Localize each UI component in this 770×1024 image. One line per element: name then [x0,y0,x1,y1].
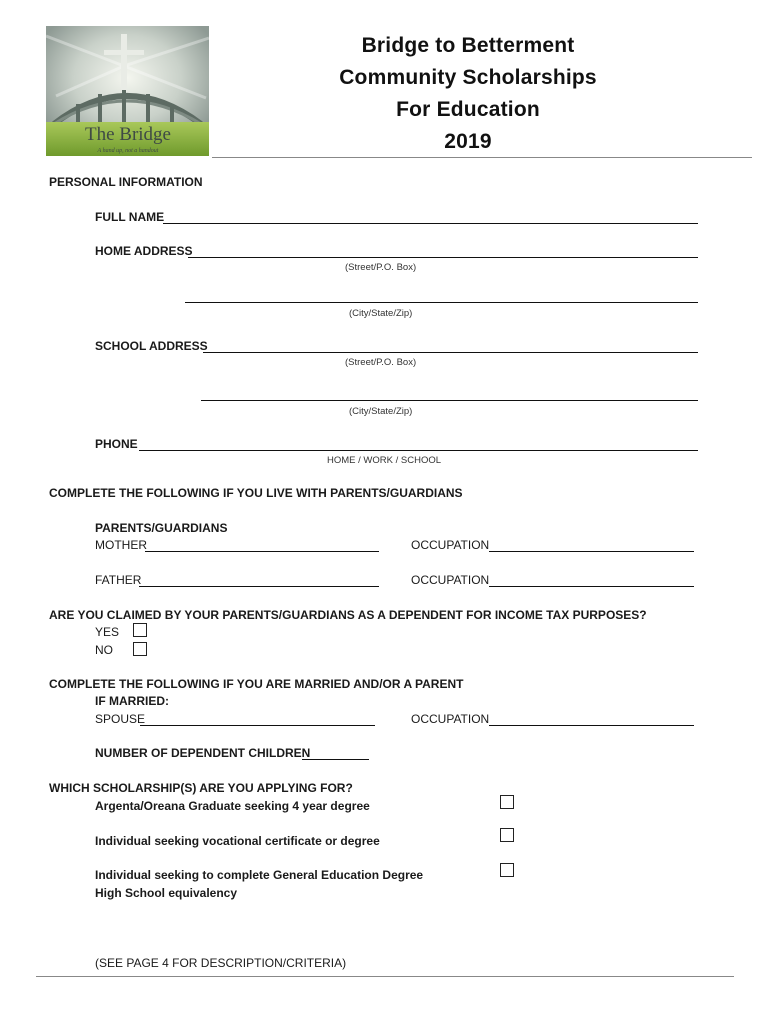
children-label: NUMBER OF DEPENDENT CHILDREN [95,746,311,760]
bridge-logo-image [46,26,209,156]
married-subheading: IF MARRIED: [95,694,169,708]
spouse-occupation-field[interactable] [489,725,694,726]
title-line-1: Bridge to Betterment [361,34,575,57]
header-rule [212,157,752,158]
home-street-hint: (Street/P.O. Box) [345,262,417,273]
phone-field[interactable] [139,450,698,451]
school-city-hint: (City/State/Zip) [349,406,413,417]
yes-label: YES [95,625,120,639]
bridge-logo [46,26,209,156]
father-occupation-field[interactable] [489,586,694,587]
phone-label: PHONE [95,437,138,451]
no-checkbox[interactable] [133,642,147,656]
school-street-hint: (Street/P.O. Box) [345,357,417,368]
phone-hint: HOME / WORK / SCHOOL [327,455,442,466]
school-address-street-field[interactable] [203,352,698,353]
title-line-3: For Education [396,98,540,121]
scholarship-option-1: Argenta/Oreana Graduate seeking 4 year degree [95,799,370,813]
footer-rule [36,976,734,977]
home-address-city-field[interactable] [185,302,698,303]
home-city-hint: (City/State/Zip) [349,308,413,319]
spouse-label: SPOUSE [95,712,146,726]
scholarship-option-3: Individual seeking to complete General Education Degree [95,868,424,882]
married-heading: COMPLETE THE FOLLOWING IF YOU ARE MARRIED AND/OR A PARENT [49,677,464,691]
father-occupation-label: OCCUPATION [411,573,490,587]
father-field[interactable] [139,586,379,587]
father-label: FATHER [95,573,142,587]
mother-occupation-field[interactable] [489,551,694,552]
mother-field[interactable] [145,551,379,552]
scholarship-option-3-line-2: High School equivalency [95,886,238,900]
scholarship-option-3-checkbox[interactable] [500,863,514,877]
home-address-label: HOME ADDRESS [95,244,193,258]
personal-heading: PERSONAL INFORMATION [49,175,203,189]
mother-label: MOTHER [95,538,147,552]
yes-checkbox[interactable] [133,623,147,637]
title-line-2: Community Scholarships [339,66,597,89]
logo-text: The Bridge [84,124,172,145]
school-address-city-field[interactable] [201,400,698,401]
scholarship-option-2: Individual seeking vocational certificate or degree [95,834,380,848]
dependent-question: ARE YOU CLAIMED BY YOUR PARENTS/GUARDIANS AS A DEPENDENT FOR INCOME TAX PURPOSES? [49,608,647,622]
no-label: NO [95,643,113,657]
spouse-field[interactable] [140,725,375,726]
mother-occupation-label: OCCUPATION [411,538,490,552]
title-line-4: 2019 [444,130,492,153]
school-address-label: SCHOOL ADDRESS [95,339,208,353]
scholarship-heading: WHICH SCHOLARSHIP(S) ARE YOU APPLYING FOR? [49,781,353,795]
home-address-street-field[interactable] [188,257,698,258]
scholarship-option-1-checkbox[interactable] [500,795,514,809]
spouse-occupation-label: OCCUPATION [411,712,490,726]
parents-heading: COMPLETE THE FOLLOWING IF YOU LIVE WITH PARENTS/GUARDIANS [49,486,463,500]
full-name-label: FULL NAME [95,210,165,224]
full-name-field[interactable] [163,223,698,224]
parents-subheading: PARENTS/GUARDIANS [95,521,228,535]
logo-tagline: A hand up, not a handout [97,148,159,154]
scholarship-option-2-checkbox[interactable] [500,828,514,842]
footer-note: (SEE PAGE 4 FOR DESCRIPTION/CRITERIA) [95,956,347,970]
children-field[interactable] [302,759,369,760]
